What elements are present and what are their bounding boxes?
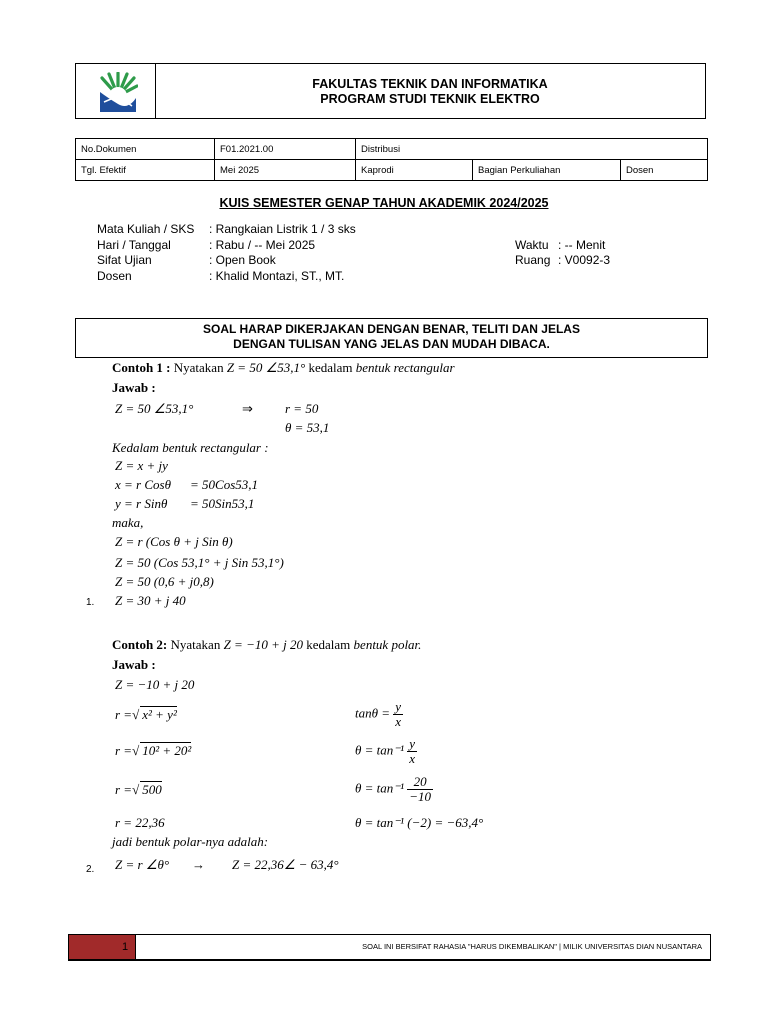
table-cell: Kaprodi bbox=[356, 160, 473, 181]
table-cell: No.Dokumen bbox=[76, 139, 215, 160]
table-cell: F01.2021.00 bbox=[215, 139, 356, 160]
table-cell: Bagian Perkuliahan bbox=[473, 160, 621, 181]
math-line: θ = 53,1 bbox=[285, 420, 330, 435]
notice-line: DENGAN TULISAN YANG JELAS DAN MUDAH DIBACA. bbox=[233, 337, 550, 351]
meta-value: : Open Book bbox=[209, 253, 276, 267]
math-line: Z = 30 + j 40 bbox=[115, 593, 186, 608]
meta-value: : Khalid Montazi, ST., MT. bbox=[209, 268, 345, 283]
math-line: θ = tan⁻¹ $\frac{y}{x}$ bbox=[355, 736, 416, 766]
example-1-heading: Contoh 1 : Nyatakan Z = 50 ∠53,1° kedalam bentuk rectangular bbox=[112, 360, 455, 375]
university-logo bbox=[76, 64, 156, 118]
subheading: Kedalam bentuk rectangular : bbox=[112, 440, 269, 455]
math-line: θ = tan⁻¹ (−2) = −63,4° bbox=[355, 815, 484, 830]
math-line: y = r Sinθ bbox=[115, 496, 168, 511]
meta-value: : Rabu / -- Mei 2025 bbox=[209, 237, 316, 252]
waktu-value: : -- Menit bbox=[558, 237, 606, 252]
math-line: tanθ = $\frac{y}{x}$ bbox=[355, 699, 402, 729]
math-line: r = 22,36 bbox=[115, 815, 165, 830]
math-line: Z = −10 + j 20 bbox=[115, 677, 195, 692]
page-number: 1 bbox=[122, 941, 129, 953]
math-line: Z = r (Cos θ + j Sin θ) bbox=[115, 534, 233, 549]
question-number: 2. bbox=[86, 864, 95, 875]
math-line: Z = 50 (0,6 + j0,8) bbox=[115, 574, 214, 589]
table-cell: Dosen bbox=[621, 160, 708, 181]
math-line: r =√ 10² + 20² bbox=[115, 743, 192, 758]
math-line: Z = r ∠θ° bbox=[115, 857, 170, 872]
math-line: r =√ 500 bbox=[115, 782, 162, 797]
right-arrow: → bbox=[192, 857, 205, 872]
implies-arrow: ⇒ bbox=[242, 401, 253, 416]
instructions-notice bbox=[75, 318, 708, 358]
waktu-label: Waktu bbox=[515, 237, 549, 252]
meta-label: Mata Kuliah / SKS bbox=[97, 222, 195, 236]
table-row bbox=[76, 139, 708, 160]
jawab-label: Jawab : bbox=[112, 657, 156, 672]
meta-labels bbox=[97, 222, 194, 284]
math-line: r =√ x² + y² bbox=[115, 707, 177, 722]
jawab-label: Jawab : bbox=[112, 380, 156, 395]
faculty-name: FAKULTAS TEKNIK DAN INFORMATIKA bbox=[312, 77, 548, 91]
table-cell: Distribusi bbox=[356, 139, 708, 160]
math-line: x = r Cosθ bbox=[115, 477, 171, 492]
ruang-value: : V0092-3 bbox=[558, 253, 611, 267]
document-header bbox=[75, 63, 706, 119]
meta-label: Dosen bbox=[97, 268, 132, 283]
example-2-heading: Contoh 2: Nyatakan Z = −10 + j 20 kedalam bentuk polar. bbox=[112, 637, 422, 652]
meta-values bbox=[209, 222, 356, 284]
meta-label: Hari / Tanggal bbox=[97, 237, 171, 252]
notice-line: SOAL HARAP DIKERJAKAN DENGAN BENAR, TELITI DAN JELAS bbox=[203, 322, 580, 336]
table-row bbox=[76, 160, 708, 181]
ruang-label: Ruang bbox=[515, 253, 551, 267]
math-line: = 50Sin53,1 bbox=[190, 496, 255, 511]
math-line: = 50Cos53,1 bbox=[190, 477, 259, 492]
footer-text: SOAL INI BERSIFAT RAHASIA "HARUS DIKEMBALIKAN" | MILIK UNIVERSITAS DIAN NUSANTARA bbox=[362, 942, 702, 951]
maka-label: maka, bbox=[112, 515, 144, 530]
math-line: Z = 22,36∠ − 63,4° bbox=[232, 857, 339, 872]
math-line: θ = tan⁻¹ $\frac{20}{-10}$ bbox=[355, 774, 432, 804]
quiz-title: KUIS SEMESTER GENAP TAHUN AKADEMIK 2024/2025 bbox=[219, 196, 549, 210]
math-line: r = 50 bbox=[285, 401, 319, 416]
table-cell: Tgl. Efektif bbox=[76, 160, 215, 181]
header-title bbox=[155, 77, 705, 107]
math-line: Z = 50 ∠53,1° bbox=[115, 401, 194, 416]
meta-label: Sifat Ujian bbox=[97, 253, 152, 267]
document-info-table bbox=[75, 138, 708, 181]
question-number: 1. bbox=[86, 597, 95, 608]
conclusion-label: jadi bentuk polar-nya adalah: bbox=[112, 834, 269, 849]
program-name: PROGRAM STUDI TEKNIK ELEKTRO bbox=[320, 92, 540, 106]
math-line: Z = x + jy bbox=[115, 458, 168, 473]
meta-value: : Rangkaian Listrik 1 / 3 sks bbox=[209, 222, 356, 236]
page-number-box bbox=[69, 935, 136, 959]
math-line: Z = 50 (Cos 53,1° + j Sin 53,1°) bbox=[115, 555, 284, 570]
page-footer bbox=[68, 934, 711, 961]
table-cell: Mei 2025 bbox=[215, 160, 356, 181]
